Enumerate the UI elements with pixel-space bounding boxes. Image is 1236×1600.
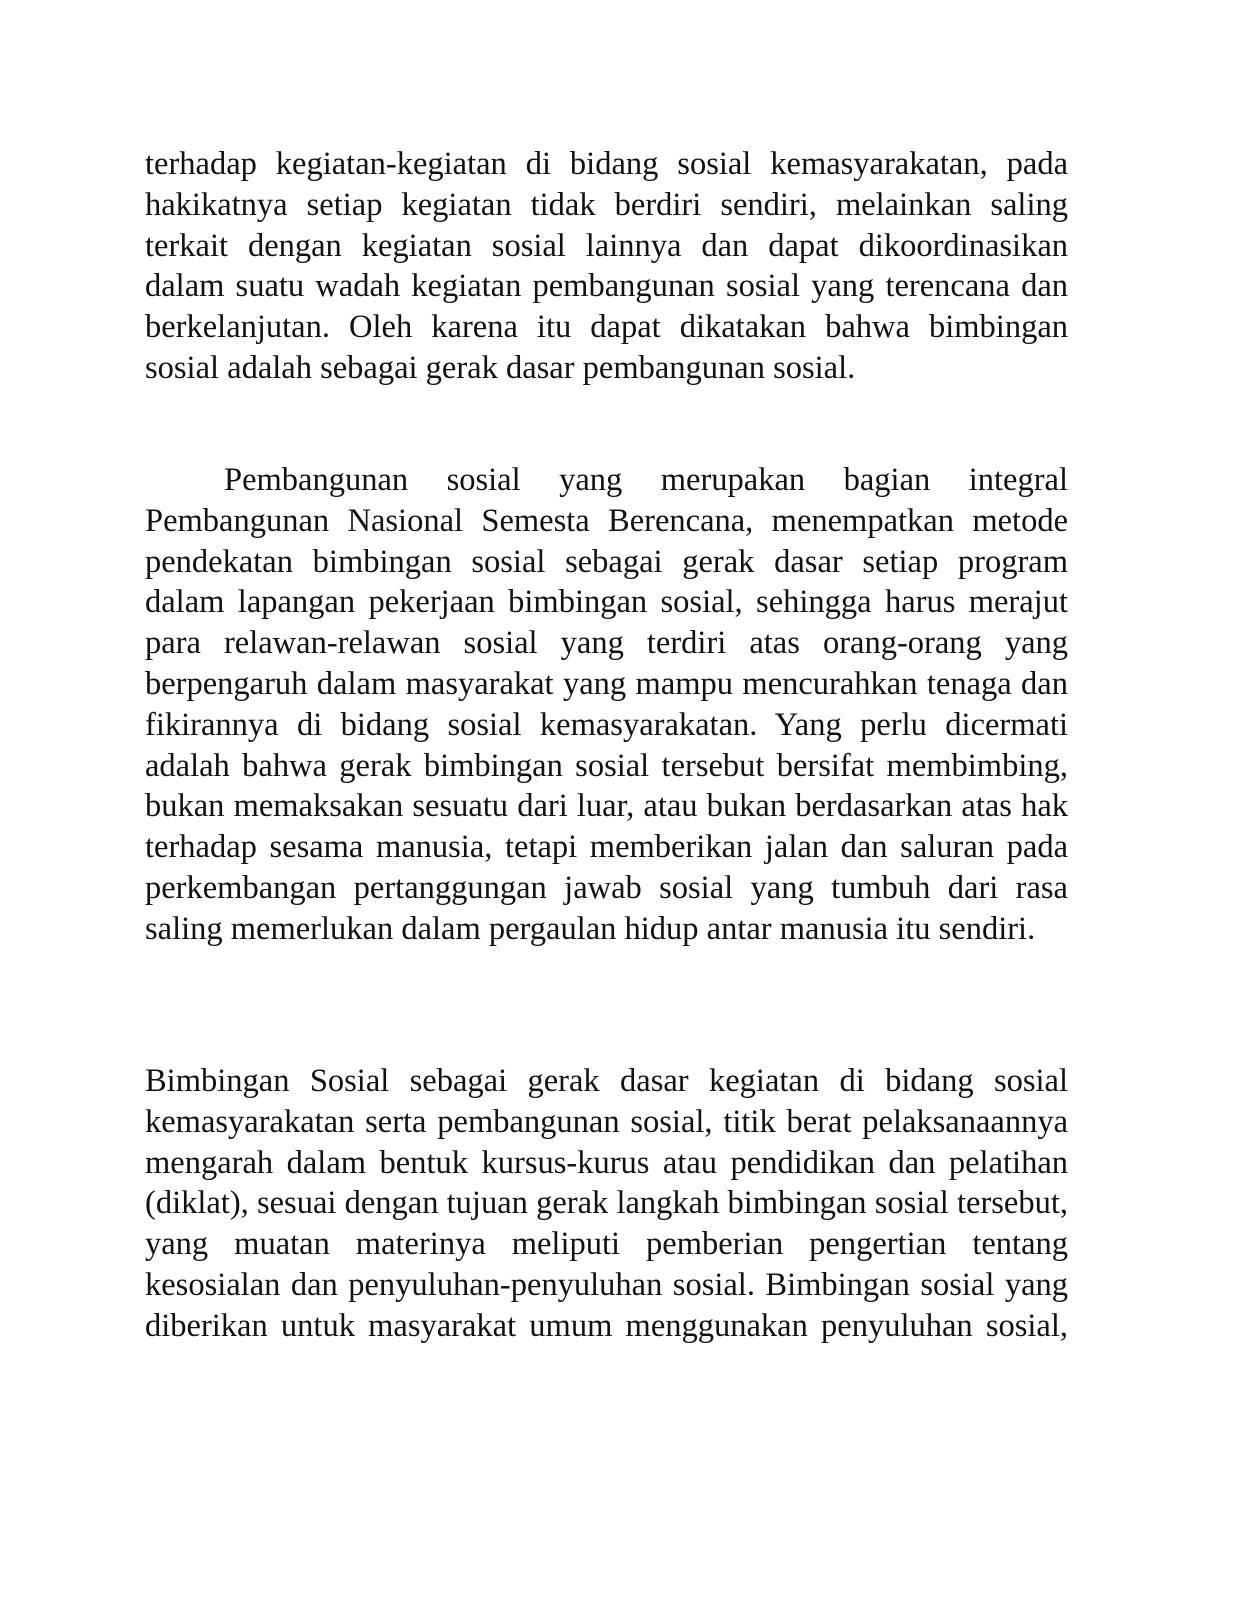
paragraph-3: Bimbingan Sosial sebagai gerak dasar kegiatan di bidang sosial kemasyarakatan serta pembangunan sosial, titik berat pelaksanaannya mengarah dalam bentuk kursus-kurus atau pendidikan dan pelatihan (diklat), sesuai dengan tujuan gerak langkah bimbingan sosial tersebut, yang muatan materinya meliputi pemberian pengertian tentang kesosialan dan penyuluhan-penyuluhan sosial. Bimbingan sosial yang diberikan untuk masyarakat umum menggunakan penyuluhan sosial, [145,1063,1068,1344]
paragraph-1: terhadap kegiatan-kegiatan di bidang sosial kemasyarakatan, pada hakikatnya setiap kegiatan tidak berdiri sendiri, melainkan saling terkait dengan kegiatan sosial lainnya dan dapat dikoordinasikan dalam suatu wadah kegiatan pembangunan sosial yang terencana dan berkelanjutan. Oleh karena itu dapat dikatakan bahwa bimbingan sosial adalah sebagai gerak dasar pembangunan sosial. [145,146,1068,386]
paragraph-2-text: Pembangunan sosial yang merupakan bagian integral Pembangunan Nasional Semesta Berencana, menempatkan metode pendekatan bimbingan sosial sebagai gerak dasar setiap program dalam lapangan pekerjaan bimbingan sosial, sehingga harus merajut para relawan-relawan sosial yang terdiri atas orang-orang yang berpengaruh dalam masyarakat yang mampu mencurahkan tenaga dan fikirannya di bidang sosial kemasyarakatan. Yang perlu dicermati adalah bahwa gerak bimbingan sosial tersebut bersifat membimbing, bukan memaksakan sesuatu dari luar, atau bukan berdasarkan atas hak terhadap sesama manusia, tetapi memberikan jalan dan saluran pada perkembangan pertanggungan jawab sosial yang tumbuh dari rasa saling memerlukan dalam pergaulan hidup antar manusia itu sendiri. [145,462,1068,947]
paragraph-2 [145,460,1068,950]
